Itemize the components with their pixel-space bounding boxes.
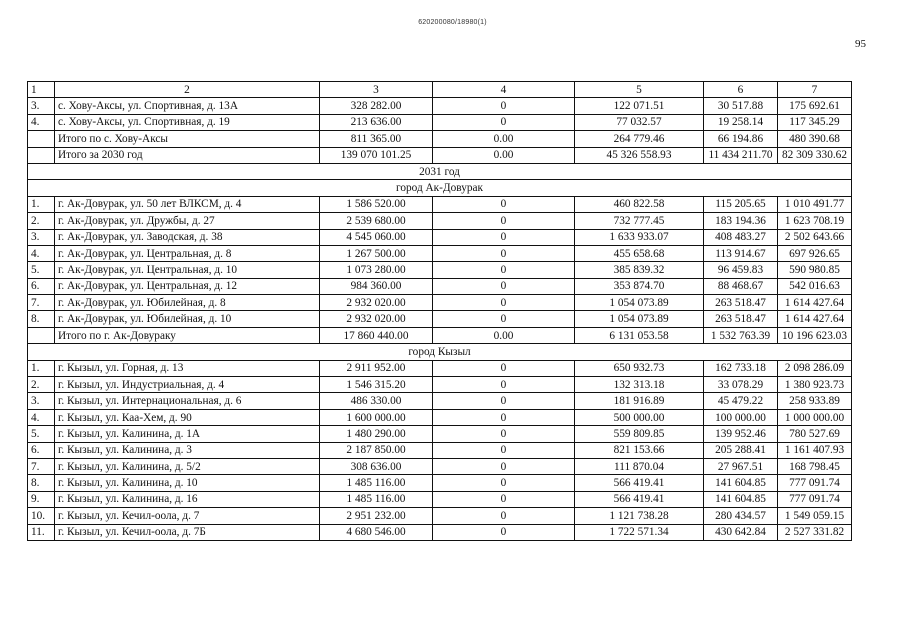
fund-cell: 0 xyxy=(433,409,575,425)
section-header-cell: 2031 год xyxy=(28,163,852,179)
subsidy-cell: 1 633 933.07 xyxy=(575,229,704,245)
subsidy-cell: 6 131 053.58 xyxy=(575,327,704,343)
address-cell: г. Кызыл, ул. Калинина, д. 3 xyxy=(55,442,320,458)
regional-cell: 88 468.67 xyxy=(704,278,778,294)
owner-funds-cell: 1 614 427.64 xyxy=(778,295,852,311)
row-number-cell: 3. xyxy=(28,393,55,409)
subsidy-cell: 500 000.00 xyxy=(575,409,704,425)
regional-cell: 205 288.41 xyxy=(704,442,778,458)
subsidy-cell: 455 658.68 xyxy=(575,245,704,261)
address-cell: г. Ак-Довурак, ул. Юбилейная, д. 8 xyxy=(55,295,320,311)
page-number: 95 xyxy=(855,38,866,50)
total-cost-cell: 213 636.00 xyxy=(320,114,433,130)
table-row xyxy=(28,147,852,163)
owner-funds-cell: 777 091.74 xyxy=(778,475,852,491)
regional-cell: 33 078.29 xyxy=(704,377,778,393)
total-cost-cell: 1 485 116.00 xyxy=(320,491,433,507)
subsidy-cell: 1 722 571.34 xyxy=(575,524,704,540)
owner-funds-cell: 82 309 330.62 xyxy=(778,147,852,163)
fund-cell: 0 xyxy=(433,458,575,474)
row-number-cell: 2. xyxy=(28,377,55,393)
fund-cell: 0 xyxy=(433,360,575,376)
total-cost-cell: 1 073 280.00 xyxy=(320,262,433,278)
subsidy-cell: 122 071.51 xyxy=(575,98,704,114)
row-number-cell: 11. xyxy=(28,524,55,540)
total-cost-cell: 2 539 680.00 xyxy=(320,213,433,229)
regional-cell: 1 532 763.39 xyxy=(704,327,778,343)
owner-funds-cell: 1 161 407.93 xyxy=(778,442,852,458)
row-number-cell: 3. xyxy=(28,98,55,114)
address-cell: г. Кызыл, ул. Калинина, д. 16 xyxy=(55,491,320,507)
regional-cell: 11 434 211.70 xyxy=(704,147,778,163)
fund-cell: 0 xyxy=(433,295,575,311)
regional-cell: 45 479.22 xyxy=(704,393,778,409)
table-row xyxy=(28,196,852,212)
subsidy-cell: 181 916.89 xyxy=(575,393,704,409)
regional-cell: 96 459.83 xyxy=(704,262,778,278)
fund-cell: 0 xyxy=(433,442,575,458)
row-number-cell: 2. xyxy=(28,213,55,229)
address-cell: г. Кызыл, ул. Калинина, д. 10 xyxy=(55,475,320,491)
regional-cell: 408 483.27 xyxy=(704,229,778,245)
fund-cell: 0 xyxy=(433,311,575,327)
total-cost-cell: 4 545 060.00 xyxy=(320,229,433,245)
address-cell: г. Кызыл, ул. Кечил-оола, д. 7Б xyxy=(55,524,320,540)
subsidy-cell: 111 870.04 xyxy=(575,458,704,474)
fund-cell: 0 xyxy=(433,114,575,130)
row-number-cell: 8. xyxy=(28,475,55,491)
subsidy-cell: 566 419.41 xyxy=(575,475,704,491)
regional-cell: 183 194.36 xyxy=(704,213,778,229)
address-cell: г. Кызыл, ул. Калинина, д. 1А xyxy=(55,426,320,442)
total-cost-cell: 2 932 020.00 xyxy=(320,295,433,311)
total-cost-cell: 17 860 440.00 xyxy=(320,327,433,343)
fund-cell: 0 xyxy=(433,393,575,409)
table-row xyxy=(28,426,852,442)
regional-cell: 30 517.88 xyxy=(704,98,778,114)
owner-funds-cell: 2 502 643.66 xyxy=(778,229,852,245)
address-cell: Итого по с. Хову-Аксы xyxy=(55,131,320,147)
table-row xyxy=(28,311,852,327)
address-cell: г. Ак-Довурак, ул. Юбилейная, д. 10 xyxy=(55,311,320,327)
address-cell: с. Хову-Аксы, ул. Спортивная, д. 13А xyxy=(55,98,320,114)
document-code: 620200080/18980(1) xyxy=(418,19,487,26)
section-header-row xyxy=(28,163,852,179)
row-number-cell: 7. xyxy=(28,295,55,311)
subsidy-cell: 460 822.58 xyxy=(575,196,704,212)
budget-table xyxy=(27,81,852,541)
fund-cell: 0 xyxy=(433,426,575,442)
fund-cell: 0 xyxy=(433,98,575,114)
table-row xyxy=(28,360,852,376)
fund-cell: 0 xyxy=(433,196,575,212)
regional-cell: 113 914.67 xyxy=(704,245,778,261)
address-cell: г. Ак-Довурак, ул. Центральная, д. 12 xyxy=(55,278,320,294)
subsidy-cell: 1 054 073.89 xyxy=(575,311,704,327)
row-number-cell: 6. xyxy=(28,442,55,458)
table-row xyxy=(28,377,852,393)
subsidy-cell: 821 153.66 xyxy=(575,442,704,458)
column-number-row xyxy=(28,82,852,98)
total-cost-cell: 4 680 546.00 xyxy=(320,524,433,540)
table-row xyxy=(28,295,852,311)
total-cost-cell: 811 365.00 xyxy=(320,131,433,147)
section-header-cell: город Ак-Довурак xyxy=(28,180,852,196)
column-number-cell: 1 xyxy=(28,82,55,98)
total-cost-cell: 1 546 315.20 xyxy=(320,377,433,393)
section-header-row xyxy=(28,344,852,360)
regional-cell: 280 434.57 xyxy=(704,508,778,524)
owner-funds-cell: 542 016.63 xyxy=(778,278,852,294)
regional-cell: 27 967.51 xyxy=(704,458,778,474)
owner-funds-cell: 2 527 331.82 xyxy=(778,524,852,540)
subsidy-cell: 732 777.45 xyxy=(575,213,704,229)
table-row xyxy=(28,475,852,491)
subsidy-cell: 77 032.57 xyxy=(575,114,704,130)
total-cost-cell: 1 600 000.00 xyxy=(320,409,433,425)
subsidy-cell: 264 779.46 xyxy=(575,131,704,147)
total-cost-cell: 2 187 850.00 xyxy=(320,442,433,458)
regional-cell: 115 205.65 xyxy=(704,196,778,212)
owner-funds-cell: 1 000 000.00 xyxy=(778,409,852,425)
fund-cell: 0 xyxy=(433,245,575,261)
address-cell: г. Ак-Довурак, ул. Дружбы, д. 27 xyxy=(55,213,320,229)
address-cell: Итого за 2030 год xyxy=(55,147,320,163)
address-cell: г. Кызыл, ул. Горная, д. 13 xyxy=(55,360,320,376)
column-number-cell: 4 xyxy=(433,82,575,98)
column-number-cell: 5 xyxy=(575,82,704,98)
total-cost-cell: 2 911 952.00 xyxy=(320,360,433,376)
table-row xyxy=(28,508,852,524)
owner-funds-cell: 480 390.68 xyxy=(778,131,852,147)
address-cell: г. Кызыл, ул. Кечил-оола, д. 7 xyxy=(55,508,320,524)
table-row xyxy=(28,262,852,278)
regional-cell: 19 258.14 xyxy=(704,114,778,130)
table-row xyxy=(28,491,852,507)
total-cost-cell: 139 070 101.25 xyxy=(320,147,433,163)
row-number-cell: 3. xyxy=(28,229,55,245)
section-header-cell: город Кызыл xyxy=(28,344,852,360)
address-cell: г. Кызыл, ул. Индустриальная, д. 4 xyxy=(55,377,320,393)
table-row xyxy=(28,245,852,261)
row-number-cell: 10. xyxy=(28,508,55,524)
owner-funds-cell: 697 926.65 xyxy=(778,245,852,261)
column-number-cell: 2 xyxy=(55,82,320,98)
table-row xyxy=(28,98,852,114)
row-number-cell: 4. xyxy=(28,245,55,261)
table-row xyxy=(28,327,852,343)
total-cost-cell: 1 267 500.00 xyxy=(320,245,433,261)
table-row xyxy=(28,278,852,294)
total-cost-cell: 1 480 290.00 xyxy=(320,426,433,442)
table-row xyxy=(28,524,852,540)
owner-funds-cell: 117 345.29 xyxy=(778,114,852,130)
row-number-cell: 7. xyxy=(28,458,55,474)
address-cell: г. Кызыл, ул. Интернациональная, д. 6 xyxy=(55,393,320,409)
row-number-cell: 6. xyxy=(28,278,55,294)
address-cell: г. Ак-Довурак, ул. Центральная, д. 8 xyxy=(55,245,320,261)
table-row xyxy=(28,114,852,130)
column-number-cell: 7 xyxy=(778,82,852,98)
total-cost-cell: 1 586 520.00 xyxy=(320,196,433,212)
row-number-cell: 4. xyxy=(28,114,55,130)
table-row xyxy=(28,442,852,458)
owner-funds-cell: 1 549 059.15 xyxy=(778,508,852,524)
regional-cell: 141 604.85 xyxy=(704,491,778,507)
regional-cell: 66 194.86 xyxy=(704,131,778,147)
address-cell: г. Ак-Довурак, ул. Заводская, д. 38 xyxy=(55,229,320,245)
total-cost-cell: 2 951 232.00 xyxy=(320,508,433,524)
subsidy-cell: 566 419.41 xyxy=(575,491,704,507)
fund-cell: 0 xyxy=(433,213,575,229)
owner-funds-cell: 1 380 923.73 xyxy=(778,377,852,393)
total-cost-cell: 984 360.00 xyxy=(320,278,433,294)
owner-funds-cell: 777 091.74 xyxy=(778,491,852,507)
section-header-row xyxy=(28,180,852,196)
subsidy-cell: 650 932.73 xyxy=(575,360,704,376)
regional-cell: 263 518.47 xyxy=(704,295,778,311)
subsidy-cell: 1 121 738.28 xyxy=(575,508,704,524)
row-number-cell: 5. xyxy=(28,426,55,442)
row-number-cell: 9. xyxy=(28,491,55,507)
address-cell: г. Ак-Довурак, ул. Центральная, д. 10 xyxy=(55,262,320,278)
owner-funds-cell: 1 010 491.77 xyxy=(778,196,852,212)
row-number-cell: 1. xyxy=(28,360,55,376)
total-cost-cell: 486 330.00 xyxy=(320,393,433,409)
subsidy-cell: 385 839.32 xyxy=(575,262,704,278)
subsidy-cell: 1 054 073.89 xyxy=(575,295,704,311)
regional-cell: 139 952.46 xyxy=(704,426,778,442)
column-number-cell: 3 xyxy=(320,82,433,98)
total-cost-cell: 1 485 116.00 xyxy=(320,475,433,491)
row-number-cell: 8. xyxy=(28,311,55,327)
fund-cell: 0.00 xyxy=(433,147,575,163)
fund-cell: 0 xyxy=(433,262,575,278)
address-cell: г. Ак-Довурак, ул. 50 лет ВЛКСМ, д. 4 xyxy=(55,196,320,212)
owner-funds-cell: 1 623 708.19 xyxy=(778,213,852,229)
total-cost-cell: 308 636.00 xyxy=(320,458,433,474)
fund-cell: 0 xyxy=(433,491,575,507)
owner-funds-cell: 258 933.89 xyxy=(778,393,852,409)
fund-cell: 0 xyxy=(433,278,575,294)
subsidy-cell: 132 313.18 xyxy=(575,377,704,393)
owner-funds-cell: 10 196 623.03 xyxy=(778,327,852,343)
table-row xyxy=(28,409,852,425)
total-cost-cell: 328 282.00 xyxy=(320,98,433,114)
column-number-cell: 6 xyxy=(704,82,778,98)
row-number-cell xyxy=(28,131,55,147)
address-cell: г. Кызыл, ул. Калинина, д. 5/2 xyxy=(55,458,320,474)
address-cell: г. Кызыл, ул. Каа-Хем, д. 90 xyxy=(55,409,320,425)
table-body xyxy=(28,82,852,541)
owner-funds-cell: 168 798.45 xyxy=(778,458,852,474)
regional-cell: 162 733.18 xyxy=(704,360,778,376)
fund-cell: 0 xyxy=(433,524,575,540)
fund-cell: 0.00 xyxy=(433,327,575,343)
table-row xyxy=(28,213,852,229)
subsidy-cell: 353 874.70 xyxy=(575,278,704,294)
row-number-cell xyxy=(28,147,55,163)
regional-cell: 100 000.00 xyxy=(704,409,778,425)
subsidy-cell: 559 809.85 xyxy=(575,426,704,442)
regional-cell: 430 642.84 xyxy=(704,524,778,540)
row-number-cell: 1. xyxy=(28,196,55,212)
total-cost-cell: 2 932 020.00 xyxy=(320,311,433,327)
table-row xyxy=(28,393,852,409)
owner-funds-cell: 175 692.61 xyxy=(778,98,852,114)
table-row xyxy=(28,229,852,245)
fund-cell: 0.00 xyxy=(433,131,575,147)
fund-cell: 0 xyxy=(433,229,575,245)
owner-funds-cell: 2 098 286.09 xyxy=(778,360,852,376)
owner-funds-cell: 780 527.69 xyxy=(778,426,852,442)
row-number-cell xyxy=(28,327,55,343)
subsidy-cell: 45 326 558.93 xyxy=(575,147,704,163)
row-number-cell: 5. xyxy=(28,262,55,278)
address-cell: с. Хову-Аксы, ул. Спортивная, д. 19 xyxy=(55,114,320,130)
table-row xyxy=(28,458,852,474)
fund-cell: 0 xyxy=(433,377,575,393)
address-cell: Итого по г. Ак-Довураку xyxy=(55,327,320,343)
row-number-cell: 4. xyxy=(28,409,55,425)
owner-funds-cell: 590 980.85 xyxy=(778,262,852,278)
fund-cell: 0 xyxy=(433,508,575,524)
table-row xyxy=(28,131,852,147)
regional-cell: 263 518.47 xyxy=(704,311,778,327)
regional-cell: 141 604.85 xyxy=(704,475,778,491)
owner-funds-cell: 1 614 427.64 xyxy=(778,311,852,327)
fund-cell: 0 xyxy=(433,475,575,491)
